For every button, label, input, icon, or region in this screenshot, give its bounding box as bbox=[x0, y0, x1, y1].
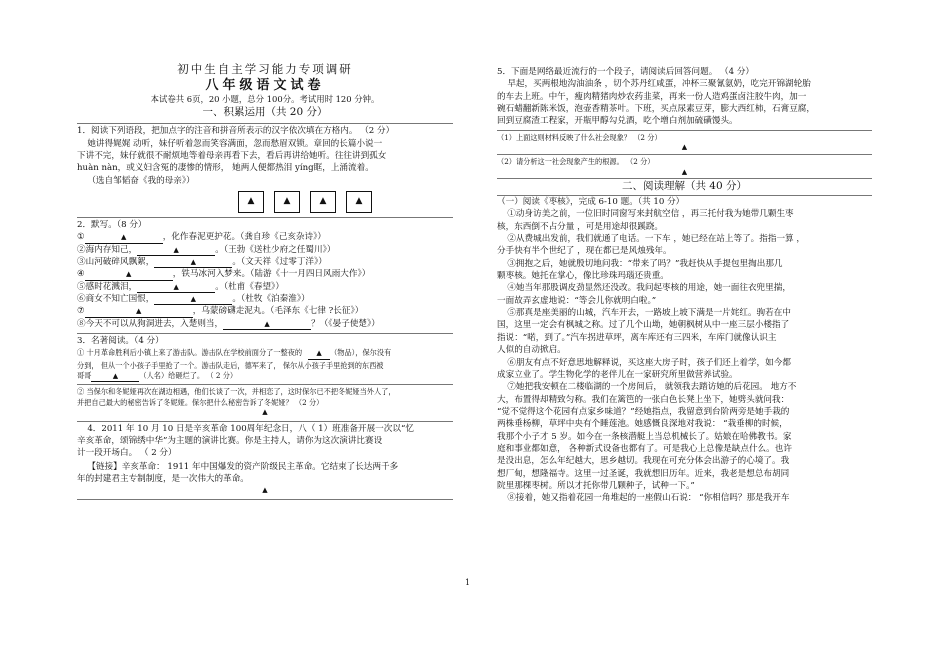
q1-prompt: 1．阅读下列语段，把加点字的注音和拼音所表示的汉字依次填在方格内。 （2 分） bbox=[77, 126, 395, 137]
recite-item: ④ ▲ ，铁马冰河入梦来。（陆游《十一月四日风雨大作》） bbox=[77, 269, 371, 280]
passage-line: 颗枣核。她托在掌心，像比珍珠玛瑙还贵重。 bbox=[497, 271, 669, 282]
answer-blank[interactable]: ▲ bbox=[85, 307, 193, 317]
section1-heading: 一、积累运用（共 20 分） bbox=[202, 106, 328, 119]
reading-passage bbox=[497, 209, 872, 504]
q4-text-line: 辛亥革命，颂锦绣中华”为主题的演讲比赛。你是主持人，请你为这次演讲比赛设 bbox=[77, 435, 383, 446]
passage-line: 人似的自动掀启。 bbox=[497, 345, 566, 356]
passage-line: 大，布置得却精致匀称。我们在篱笆的一张白色长凳上坐下，她劈头就问我： bbox=[497, 394, 790, 405]
recite-item: ⑥商女不知亡国恨， ▲ 。（杜牧《泊秦淮》） bbox=[77, 294, 310, 305]
divider bbox=[77, 499, 453, 500]
page-number: 1 bbox=[465, 578, 471, 587]
exam-subtitle: 八年级语文试卷 bbox=[205, 78, 325, 94]
passage-line: 庭和事业都如意， 各种新式设备也都有了。可是我心上总像是缺点什么。也许 bbox=[497, 443, 792, 454]
answer-blank[interactable]: ▲ bbox=[223, 320, 311, 330]
q5-prompt: 5．下面是网络最近流行的一个段子，请阅读后回答问题。 （4 分） bbox=[497, 67, 755, 77]
answer-box[interactable]: ▲ bbox=[346, 191, 372, 213]
q5-sub2: （2）请分析这一社会现象产生的根源。 （2 分） bbox=[497, 157, 655, 167]
answer-blank[interactable]: ▲ bbox=[85, 233, 163, 243]
passage-line: 两株垂杨柳，草坪中央有个睡莲池。她感慨良深地对我说： “栽垂柳的时候， bbox=[497, 419, 788, 430]
q1-text-line: huàn nàn，或义妇含冤的凄惨的情形， 她两人便都热泪 yíng眶，上涌流着。 bbox=[77, 163, 374, 174]
q2-prompt: 2．默写。（8 分） bbox=[77, 220, 147, 230]
answer-blank[interactable]: ▲ bbox=[308, 349, 330, 359]
q1-text-line: 她讲得娓娓 动听，妹仔听着忽而笑容满面，忽而愁眉双锁。章回的长篇小说一 bbox=[87, 138, 383, 149]
passage-line: “觉不觉得这个花园有点家乡味道？”经她指点，我留意到台阶两旁是她手栽的 bbox=[497, 406, 790, 417]
q5-text-line: 早起，买两根地沟油油条 ，切个苏丹红咸蛋，冲杯三聚氰氨奶，吃完开锦湖轮胎 bbox=[507, 79, 811, 90]
q3-part1-end: 哥哥 ▲ （人名）给砸烂了。 （ 2 分） bbox=[77, 371, 453, 382]
q1-text-line: 下讲不完，妹仔就很不耐烦地等着母亲再看下去，看后再讲给她听。往往讲到孤女 bbox=[77, 150, 387, 161]
answer-box[interactable]: ▲ bbox=[310, 191, 336, 213]
passage-line: 院里那棵枣树。所以才托你带几颗种子，试种一下。” bbox=[497, 480, 695, 491]
answer-blank[interactable]: ▲ bbox=[154, 258, 232, 268]
q1-source: （选自邹韬奋《我的母亲》） bbox=[87, 175, 195, 186]
passage-line: ⑦她把我安顿在二楼临湖的一个房间后， 就领我去踏访她的后花园。 地方不 bbox=[507, 382, 797, 393]
passage-line: 我那个小子才 5 岁。如今在一条核潜艇上当总机械长了。姑娘在哈佛教书。家 bbox=[497, 431, 792, 442]
q2-items bbox=[77, 232, 453, 330]
passage-line: 分手快有半个世纪了 ，现在都已是风烛残年。 bbox=[497, 246, 672, 257]
q3-part1: ① 十月革命胜利后小镇上来了游击队。游击队在学校前面分了一整夜的 ▲ （物品），保尔没有 bbox=[77, 348, 453, 359]
divider bbox=[77, 123, 453, 124]
passage-line: 核，东西倒不占分量 ，可是用途却很蹊跷。 bbox=[497, 221, 664, 232]
divider bbox=[77, 217, 453, 218]
q4-text-line: 计一段开场白。 （ 2 分） bbox=[77, 448, 177, 459]
passage-line: ③拥抱之后，她就殷切地问我：“带来了吗？”我赶快从手提包里掏出那几 bbox=[507, 258, 783, 269]
divider bbox=[497, 154, 872, 155]
passage-line: 国，这里一定会有枫城之称。过了几个山坳，她朝枫树从中一座三层小楼指了 bbox=[497, 320, 790, 331]
divider bbox=[77, 384, 453, 385]
passage-line: 成家立业了。学生物化学的老伴儿在一家研究所里做营养试验。 bbox=[497, 369, 738, 380]
q5-sub1: （1）上面这则材料反映了什么社会现象？ （2 分） bbox=[497, 132, 662, 142]
q3-part2-cont: 并把自己最大的秘密告诉了冬妮娅。保尔把什么秘密告诉了冬妮娅？ （2 分） bbox=[77, 397, 324, 407]
recite-item: ① ▲ ，化作春泥更护花。（龚自珍《己亥杂诗》） bbox=[77, 232, 326, 243]
recite-item: ⑤感时花溅泪， ▲ 。（杜甫《春望》） bbox=[77, 281, 284, 292]
reading-part-title: （一）阅读《枣核》，完成 6-10 题。（共 10 分） bbox=[497, 197, 685, 208]
passage-line: ②从费城出发前，我们就通了电话。一下车 ，她已经在站上等了。指指一算 ， bbox=[507, 234, 805, 245]
right-column bbox=[497, 66, 872, 506]
answer-blank[interactable]: ▲ bbox=[154, 295, 232, 305]
answer-blank[interactable]: ▲ bbox=[137, 246, 215, 256]
exam-info: 本试卷共 6页，20 小题，总分 100分。考试用时 120 分钟。 bbox=[150, 94, 380, 105]
exam-title: 初中生自主学习能力专项调研 bbox=[177, 62, 353, 76]
passage-line: 指说：“喏，到了。”汽车拐进草坪，离车库还有三四米，车库门就像认识主 bbox=[497, 332, 777, 343]
divider bbox=[497, 130, 872, 131]
passage-line: ①动身访美之前，一位旧时同窗写来封航空信 ，再三托付我为她带几颗生枣 bbox=[507, 209, 794, 220]
passage-line: ⑧接着，她又指着花园一角堆起的一座假山石说： “你相信吗？那是我开车 bbox=[507, 493, 790, 504]
answer-blank[interactable]: ▲ bbox=[137, 283, 215, 293]
passage-line: ⑥朋友有点不好意思地解释说，买这座大房子时，孩子们还上着学，如今都 bbox=[507, 357, 791, 368]
left-column bbox=[77, 58, 453, 502]
passage-line: ④她当年那股调皮劲显然还没改。我问起枣核的用途，她一面往衣兜里揣， bbox=[507, 283, 791, 294]
answer-marker[interactable]: ▲ bbox=[262, 486, 268, 495]
q4-prompt: 4．2011 年 10 月 10 日是辛亥革命 100周年纪念日，八（ 1）班准备开展一次以“忆 bbox=[87, 423, 414, 434]
q4-link-cont: 年的封建君主专制制度，是一次伟大的革命。 bbox=[77, 474, 249, 485]
answer-marker[interactable]: ▲ bbox=[681, 143, 688, 152]
recite-item: ⑦ ▲ ，乌蒙磅礴走泥丸。（毛泽东《七律 ?长征》） bbox=[77, 306, 364, 317]
q5-text-line: 碗石蜡翻新陈米饭，泡壶香精茶叶。下班，买点尿素豆芽，膨大西红柿，石膏豆腐， bbox=[497, 104, 815, 115]
answer-box[interactable]: ▲ bbox=[238, 191, 264, 213]
passage-line: 是没出息，怎么年纪越大，思乡越切。我现在可充分体会出游子的心境了。我 bbox=[497, 456, 790, 467]
passage-line: 想厂甸，想隆福寺。这里一过圣诞，我就想旧历年。近来，我老是想总布胡同 bbox=[497, 468, 790, 479]
recite-item: ②海内存知己， ▲ 。（王勃《送杜少府之任蜀川》） bbox=[77, 244, 336, 255]
recite-item: ③山河破碎风飘絮， ▲ 。（文天祥《过零丁洋》） bbox=[77, 257, 327, 268]
recite-item: ⑧今天不可以从狗洞进去，入楚则当， ▲ ？（《晏子使楚》） bbox=[77, 318, 380, 329]
divider bbox=[77, 421, 453, 422]
passage-line: 一面故弄玄虚地说：“等会儿你就明白啦。” bbox=[497, 295, 657, 306]
divider bbox=[77, 333, 453, 334]
q3-part1-cont: 分到， 但从一个小孩子手里抢了一个。游击队走后，德军来了， 保尔从小孩子手里抢到的东西被 bbox=[77, 360, 384, 370]
q3-part2: ② 当保尔和冬妮娅再次在湖边相遇，他们长谈了一次，并相恋了，这时保尔已不把冬妮娅当外人了， bbox=[77, 387, 396, 397]
answer-blank[interactable]: ▲ bbox=[91, 372, 139, 382]
answer-blank[interactable]: ▲ bbox=[85, 270, 173, 280]
passage-line: ⑤那真是座美丽的山城，汽车开去，一路坡上坡下满是一片姹红。驹若在中 bbox=[507, 308, 791, 319]
q5-text-line: 回到豆腐渣工程家，开瓶甲醇勾兑酒，吃个增白剂加硫磺馒头。 bbox=[497, 116, 738, 127]
answer-marker[interactable]: ▲ bbox=[262, 408, 268, 417]
q3-prompt: 3．名著阅读。（4 分） bbox=[77, 336, 164, 347]
q1-answer-boxes bbox=[157, 191, 453, 213]
section2-heading: 二、阅读理解（共 40 分） bbox=[497, 178, 872, 196]
q5-text-line: 的车去上班。中午，瘦肉精猪肉炒农药韭菜，再来一份人造鸡蛋卤注胶牛肉，加一 bbox=[497, 91, 807, 102]
q4-link: 【链接】辛亥革命： 1911 年中国爆发的资产阶级民主革命。它结束了长达两千多 bbox=[87, 461, 399, 472]
answer-marker[interactable]: ▲ bbox=[681, 167, 688, 176]
answer-box[interactable]: ▲ bbox=[274, 191, 300, 213]
